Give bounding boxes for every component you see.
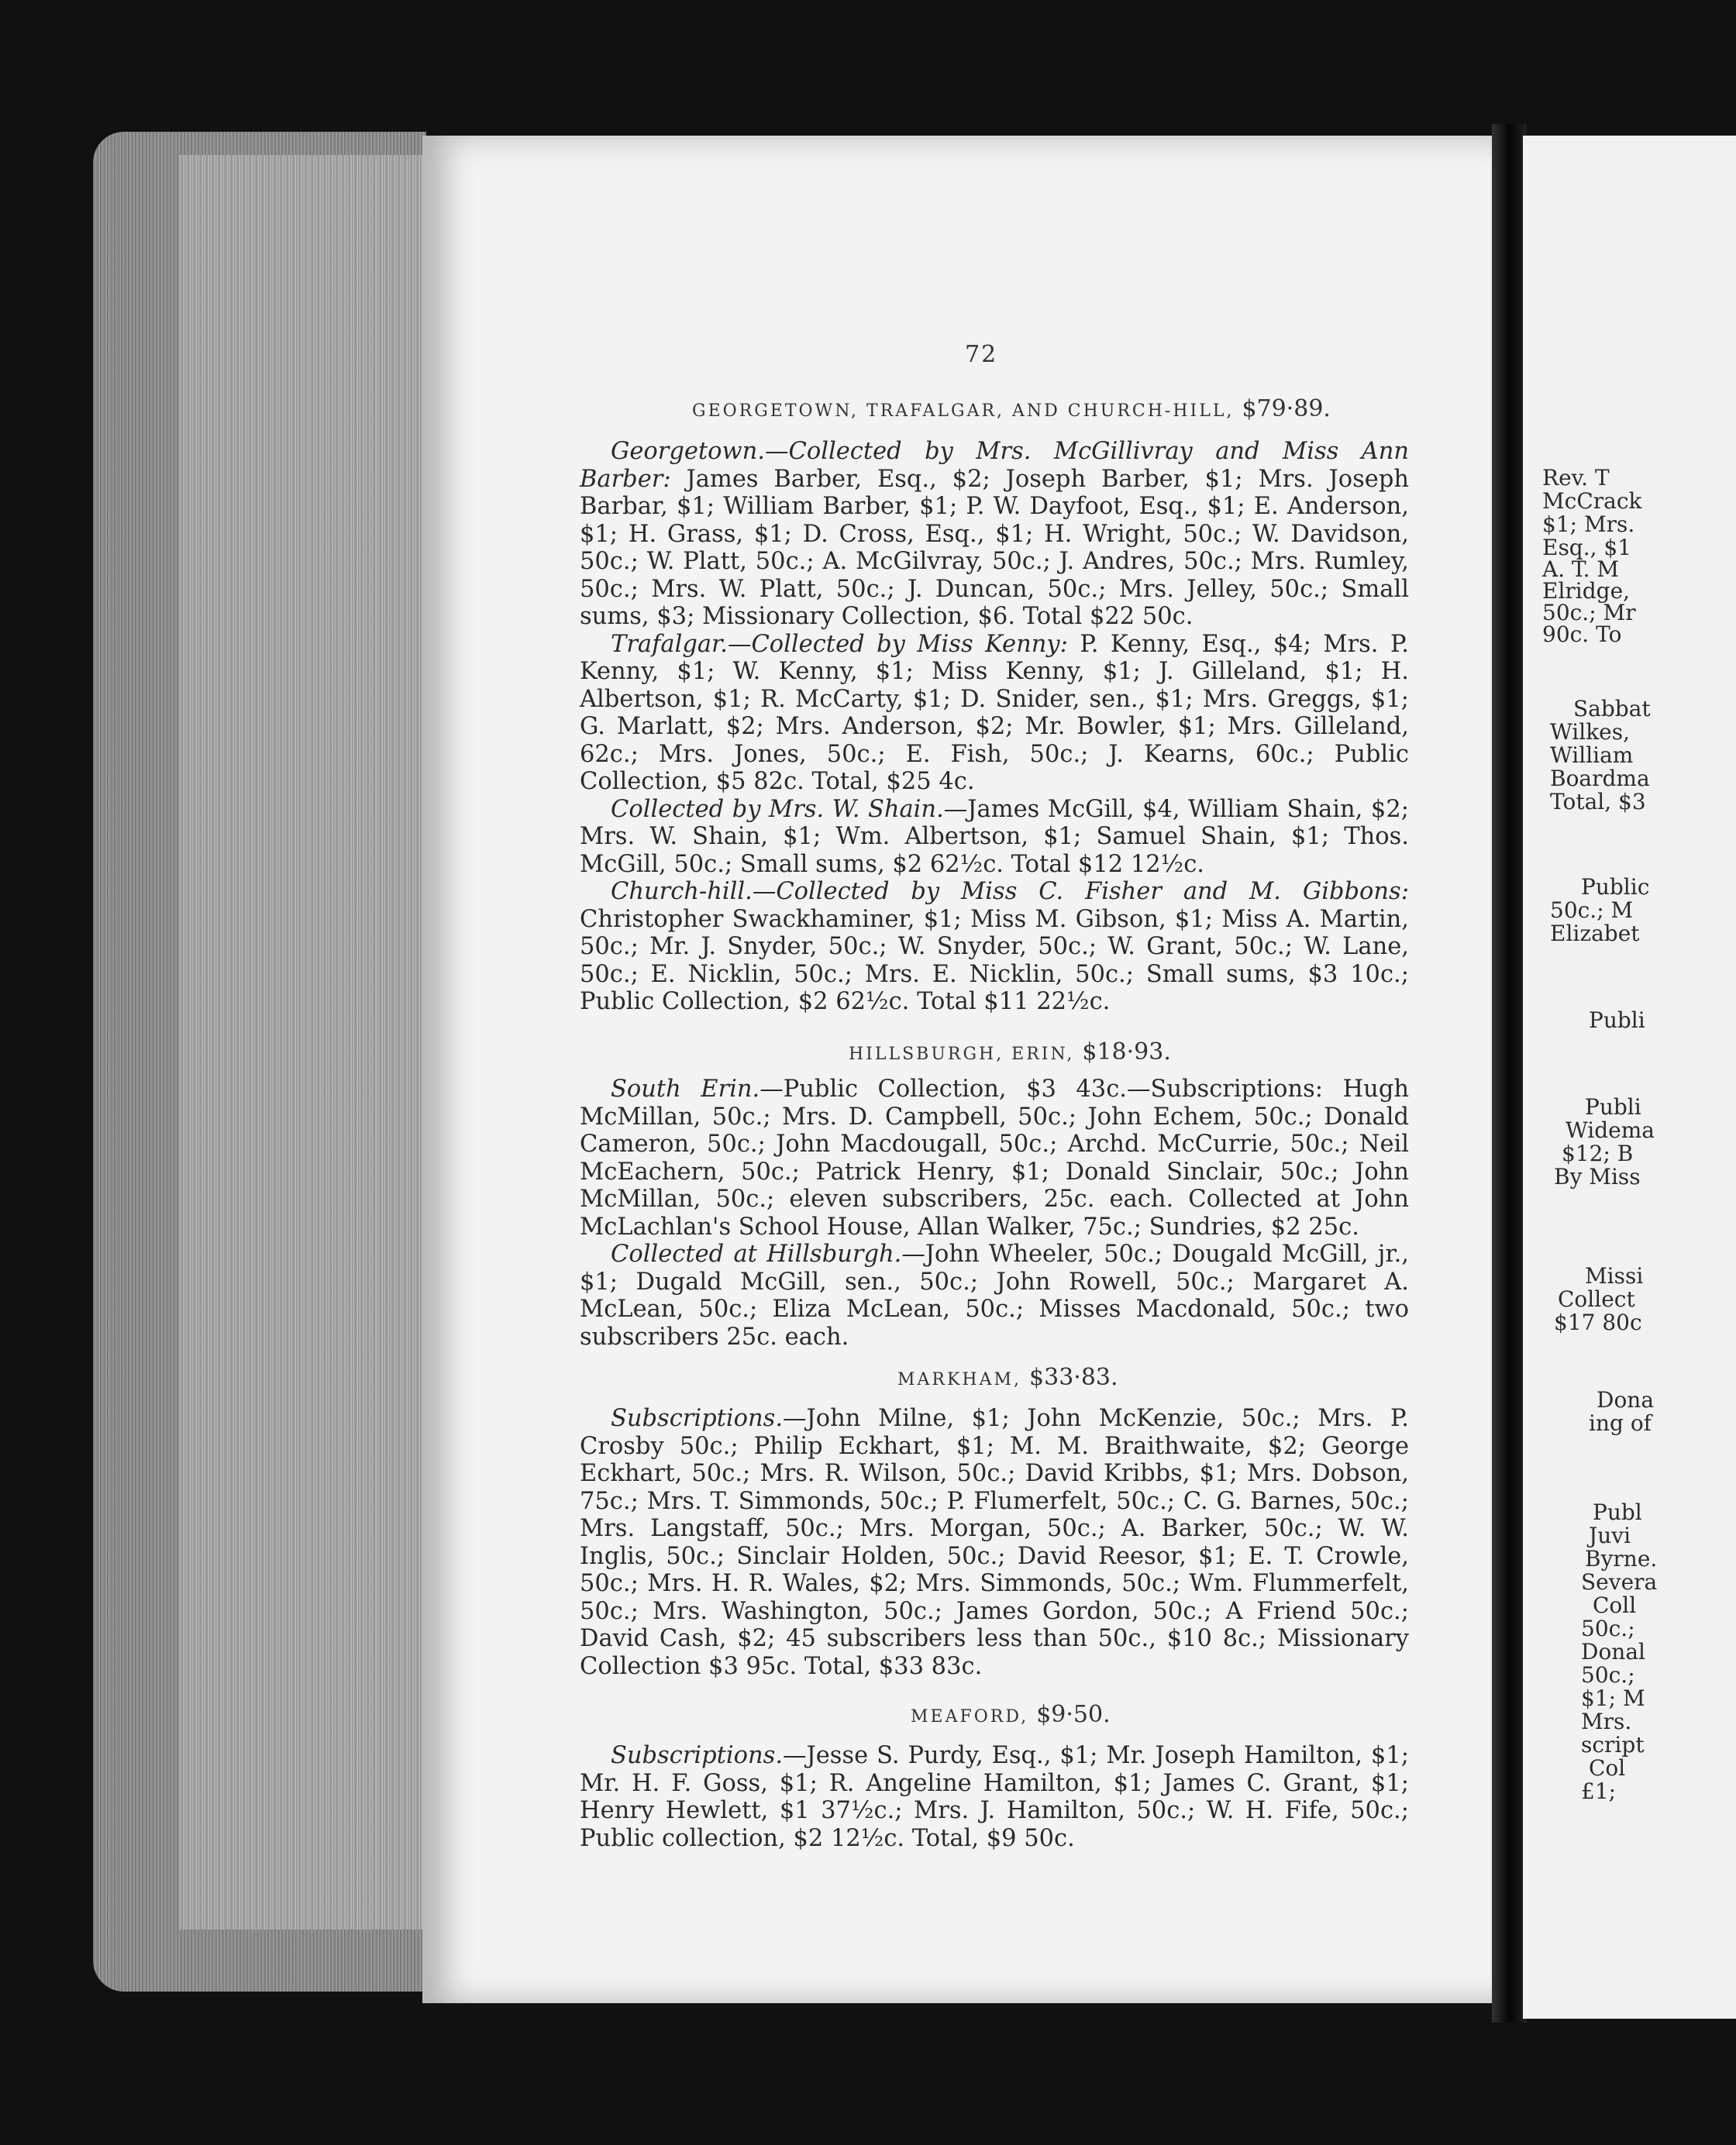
section-heading-hillsburgh: [849, 1038, 1171, 1066]
paragraph-body: Christopher Swackhaminer, $1; Miss M. Gibson, $1; Miss A. Martin, 50c.; Mr. J. Snyder, 50c.; W. Snyder, 50c.; W. Grant, 50c.; W. Lane, 50c.; E. Nicklin, 50c.; Mrs. E. Nicklin, 50c.; Small sums, $3 10c.; Public Collection, $2 62½c. Total $11 22½c.: [580, 905, 1409, 1015]
book-gutter: [1492, 124, 1527, 2023]
right-page-text-fragment: Boardma: [1550, 766, 1650, 791]
paragraph-body: John Wheeler, 50c.; Dougald McGill, jr., $1; Dugald McGill, sen., 50c.; John Rowell, 50c.; Margaret A. McLean, 50c.; Eliza McLean, 50c.; Misses Macdonald, 50c.; two subscribers 25c. each.: [580, 1241, 1409, 1351]
right-page-text-fragment: Widema: [1566, 1117, 1655, 1143]
section-heading-georgetown: [692, 395, 1331, 422]
right-page-text-fragment: McCrack: [1542, 488, 1642, 514]
section-body-georgetown: [580, 438, 1409, 1016]
section-amount: $9·50.: [1036, 1701, 1111, 1728]
right-page-text-fragment: $12; B: [1562, 1141, 1634, 1166]
right-page-text-fragment: A. T. M: [1542, 556, 1620, 582]
paragraph-lead: Subscriptions.—: [611, 1405, 807, 1432]
section-heading-meaford: [911, 1701, 1111, 1728]
section-heading-text: MEAFORD,: [911, 1707, 1029, 1727]
right-page-text-fragment: $1; Mrs.: [1542, 511, 1635, 537]
paragraph-lead: Collected by Mrs. W. Shain.—: [611, 795, 968, 823]
right-page-text-fragment: 50c.; Mr: [1542, 600, 1636, 625]
paragraph-lead: Trafalgar.—Collected by Miss Kenny:: [611, 630, 1068, 658]
paragraph-body: James Barber, Esq., $2; Joseph Barber, $1; Mrs. Joseph Barbar, $1; William Barber, $1; P. W. Dayfoot, Esq., $1; E. Anderson, $1; H. Grass, $1; D. Cross, Esq., $1; H. Wright, 50c.; W. Davidson, 50c.; W. Platt, 50c.; A. McGilvray, 50c.; J. Andres, 50c.; Mrs. Rumley, 50c.; Mrs. W. Platt, 50c.; J. Duncan, 50c.; Mrs. Jelley, 50c.; Small sums, $3; Missionary Collection, $6. Total $22 50c.: [580, 465, 1409, 630]
right-page-text-fragment: Collect: [1558, 1286, 1635, 1312]
right-page-text-fragment: Severa: [1581, 1569, 1658, 1595]
section-body-markham: [580, 1405, 1409, 1680]
right-page-text-fragment: William: [1550, 742, 1634, 768]
right-page-text-fragment: Donal: [1581, 1639, 1645, 1665]
paragraph: [580, 631, 1409, 796]
section-heading-text: MARKHAM,: [897, 1370, 1022, 1389]
section-amount: $18·93.: [1082, 1038, 1171, 1066]
section-heading-markham: [897, 1364, 1118, 1391]
paragraph: [580, 1241, 1409, 1351]
right-page-text-fragment: Public: [1581, 874, 1650, 900]
right-page-text-fragment: script: [1581, 1732, 1645, 1758]
right-page-text-fragment: 50c.;: [1581, 1662, 1635, 1688]
right-page-text-fragment: $1; M: [1581, 1685, 1645, 1711]
paragraph-body: John Milne, $1; John McKenzie, 50c.; Mrs. P. Crosby 50c.; Philip Eckhart, $1; M. M. Braithwaite, $2; George Eckhart, 50c.; Mrs. R. Wilson, 50c.; David Kribbs, $1; Mrs. Dobson, 75c.; Mrs. T. Simmonds, 50c.; P. Flumerfelt, 50c.; C. G. Barnes, 50c.; Mrs. Langstaff, 50c.; Mrs. Morgan, 50c.; A. Barker, 50c.; W. W. Inglis, 50c.; Sinclair Holden, 50c.; David Reesor, $1; E. T. Crowle, 50c.; Mrs. H. R. Wales, $2; Mrs. Simmonds, 50c.; Wm. Flummerfelt, 50c.; Mrs. Washington, 50c.; James Gordon, 50c.; A Friend 50c.; David Cash, $2; 45 subscribers less than 50c., $10 8c.; Missionary Collection $3 95c. Total, $33 83c.: [580, 1405, 1409, 1680]
right-page-text-fragment: Col: [1589, 1755, 1626, 1781]
right-page-text-fragment: £1;: [1581, 1778, 1617, 1804]
paragraph-body: James McGill, $4, William Shain, $2; Mrs. W. Shain, $1; Wm. Albertson, $1; Samuel Shain, $1; Thos. McGill, 50c.; Small sums, $2 62½c. Total $12 12½c.: [580, 795, 1409, 878]
section-amount: $33·83.: [1029, 1364, 1118, 1391]
right-page-text-fragment: Publi: [1589, 1007, 1645, 1033]
right-page-text-fragment: 90c. To: [1542, 621, 1622, 647]
paragraph: [580, 1742, 1409, 1852]
right-page-text-fragment: By Miss: [1554, 1164, 1641, 1190]
right-page-text-fragment: 50c.;: [1581, 1616, 1635, 1641]
right-page-text-fragment: ing of: [1589, 1410, 1652, 1436]
paragraph-lead: Subscriptions.—: [611, 1742, 807, 1769]
section-body-hillsburgh: [580, 1076, 1409, 1351]
paragraph-body: P. Kenny, Esq., $4; Mrs. P. Kenny, $1; W. Kenny, $1; Miss Kenny, $1; J. Gilleland, $1; H. Albertson, $1; R. McCarty, $1; D. Snider, sen., $1; Mrs. Greggs, $1; G. Marlatt, $2; Mrs. Anderson, $2; Mr. Bowler, $1; Mrs. Gilleland, 62c.; Mrs. Jones, 50c.; E. Fish, 50c.; J. Kearns, 60c.; Public Collection, $5 82c. Total, $25 4c.: [580, 630, 1410, 795]
right-page-text-fragment: $17 80c: [1554, 1310, 1642, 1335]
right-page-text-fragment: Juvi: [1589, 1523, 1631, 1548]
page-number: 72: [965, 341, 998, 368]
right-page-text-fragment: Total, $3: [1550, 789, 1646, 814]
paragraph-body: Jesse S. Purdy, Esq., $1; Mr. Joseph Hamilton, $1; Mr. H. F. Goss, $1; R. Angeline Hamilton, $1; James C. Grant, $1; Henry Hewlett, $1 37½c.; Mrs. J. Hamilton, 50c.; W. H. Fife, 50c.; Public collection, $2 12½c. Total, $9 50c.: [580, 1742, 1409, 1852]
section-amount: $79·89.: [1242, 395, 1331, 422]
right-page-text-fragment: 50c.; M: [1550, 897, 1634, 923]
section-heading-text: GEORGETOWN, TRAFALGAR, AND CHURCH-HILL,: [692, 401, 1235, 421]
paragraph: [580, 1405, 1409, 1680]
paragraph-lead: Church-hill.—Collected by Miss C. Fisher and M. Gibbons:: [611, 878, 1409, 905]
right-page-text-fragment: Wilkes,: [1550, 719, 1631, 745]
right-page-text-fragment: Publ: [1593, 1499, 1642, 1525]
right-page-text-fragment: Elizabet: [1550, 921, 1640, 946]
right-page-text-fragment: Missi: [1585, 1263, 1644, 1289]
paragraph-lead: Georgetown.—Collected by Mrs. McGillivray and Miss Ann Barber:: [580, 438, 1409, 493]
paragraph: [580, 1076, 1409, 1241]
book-page-edges-inner: [178, 155, 426, 1930]
paragraph: [580, 438, 1409, 631]
section-body-meaford: [580, 1742, 1409, 1852]
paragraph-lead: South Erin.—: [611, 1076, 784, 1103]
right-page-text-fragment: Publi: [1585, 1094, 1641, 1120]
right-page-text-fragment: Byrne.: [1585, 1546, 1658, 1572]
right-page-text-fragment: Sabbat: [1573, 696, 1651, 721]
right-page-text-fragment: Mrs.: [1581, 1709, 1632, 1734]
paragraph-body: Public Collection, $3 43c.—Subscriptions: Hugh McMillan, 50c.; Mrs. D. Campbell, 50c.; John Echem, 50c.; Donald Cameron, 50c.; John Macdougall, 50c.; Archd. McCurrie, 50c.; Neil McEachern, 50c.; Patrick Henry, $1; Donald Sinclair, 50c.; John McMillan, 50c.; eleven subscribers, 25c. each. Collected at John McLachlan's School House, Allan Walker, 75c.; Sundries, $2 25c.: [580, 1076, 1409, 1241]
right-page-text-fragment: Coll: [1593, 1592, 1637, 1618]
right-page-text-fragment: Esq., $1: [1542, 535, 1632, 560]
paragraph-lead: Collected at Hillsburgh.—: [611, 1241, 925, 1268]
right-page-text-fragment: Elridge,: [1542, 578, 1631, 604]
paragraph: [580, 878, 1409, 1016]
right-page-text-fragment: Rev. T: [1542, 465, 1610, 491]
right-page: [1523, 136, 1736, 2019]
right-page-text-fragment: Dona: [1596, 1387, 1655, 1413]
section-heading-text: HILLSBURGH, ERIN,: [849, 1045, 1075, 1064]
paragraph: [580, 796, 1409, 879]
